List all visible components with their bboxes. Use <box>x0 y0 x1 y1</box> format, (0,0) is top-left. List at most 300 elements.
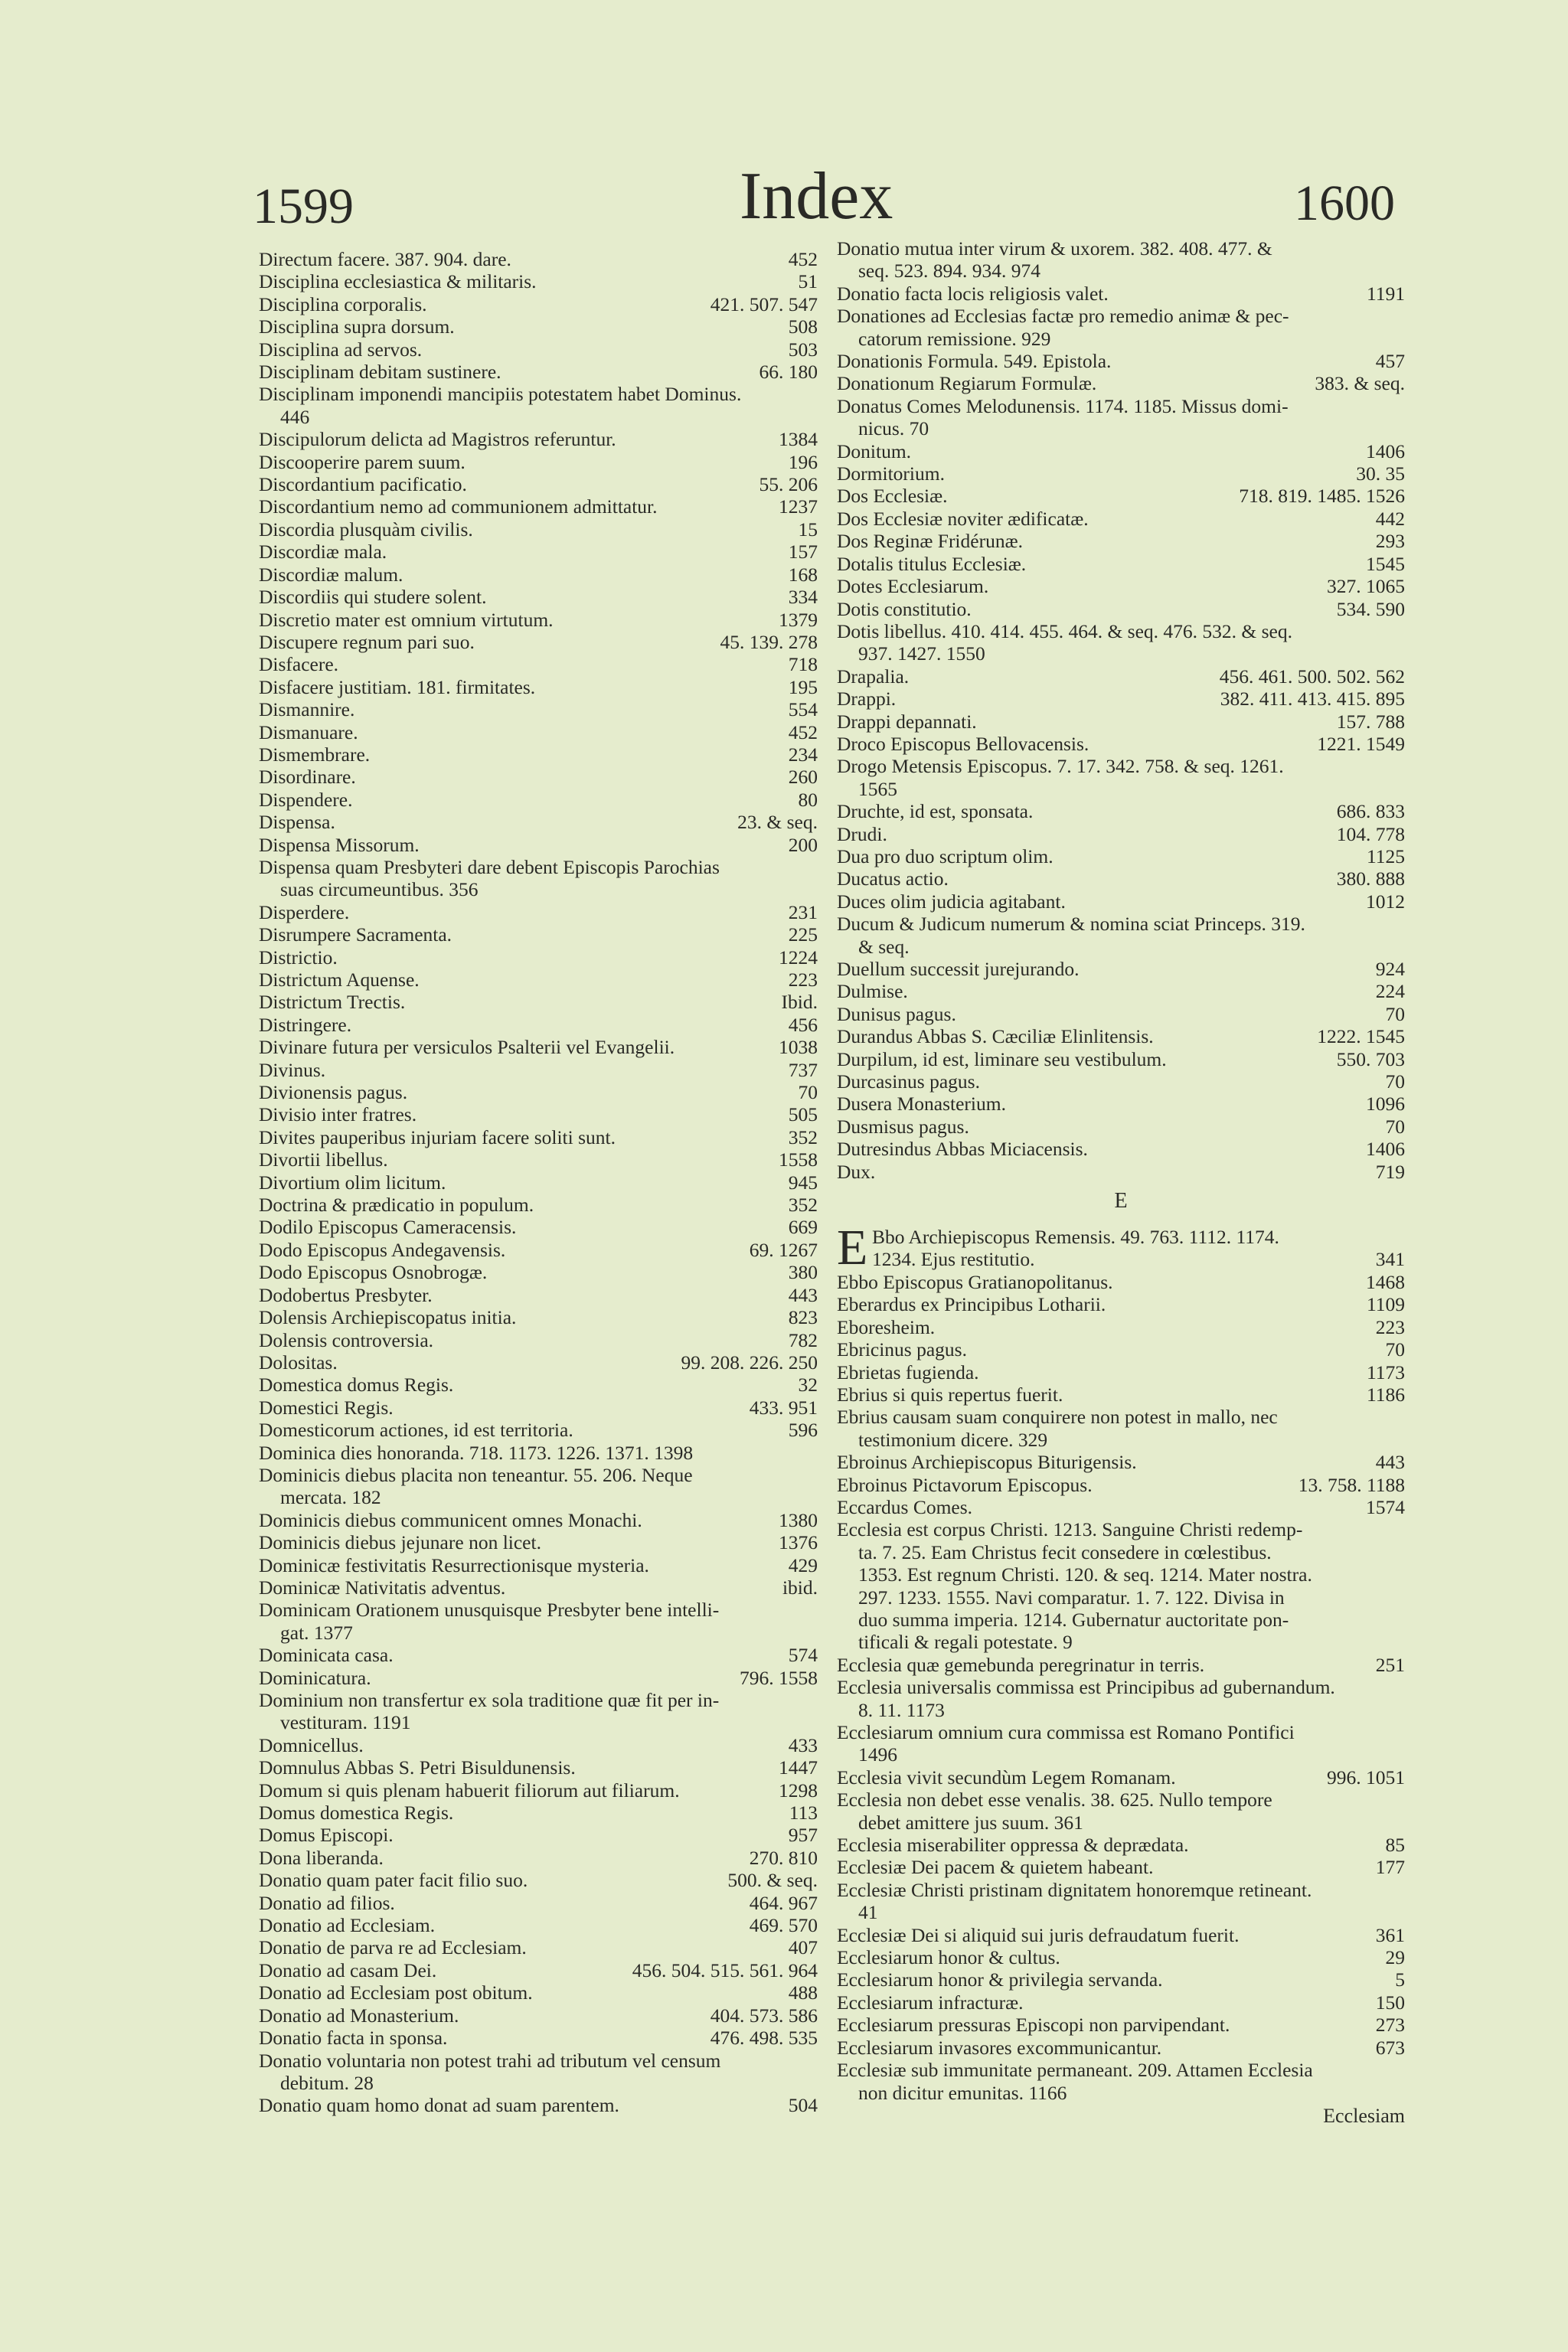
entry-continuation: 1565 <box>858 777 897 800</box>
entry-page-ref: 113 <box>789 1802 818 1824</box>
entry-text: Eccardus Comes. <box>837 1495 973 1518</box>
entry-text: Divortii libellus. <box>259 1148 388 1171</box>
entry-text: Donationes ad Ecclesias factæ pro remedio animæ & pec- <box>837 305 1289 328</box>
index-entry <box>259 1531 818 1553</box>
entry-page-ref: 45. 139. 278 <box>720 630 818 653</box>
entry-continuation: nicus. 70 <box>858 417 929 440</box>
entry-text: Ebroinus Pictavorum Episcopus. <box>837 1473 1093 1496</box>
index-entry <box>259 743 818 766</box>
index-entry <box>837 958 1405 980</box>
entry-text: Donatio ad casam Dei. <box>259 1958 437 1981</box>
entry-page-ref: 686. 833 <box>1336 800 1405 823</box>
entry-page-ref: 1468 <box>1366 1270 1405 1293</box>
index-entry <box>837 980 1405 1002</box>
entry-page-ref: 443 <box>788 1283 818 1306</box>
entry-page-ref: 500. & seq. <box>727 1869 818 1892</box>
entry-text: Disrumpere Sacramenta. <box>259 923 452 946</box>
entry-page-ref: 30. 35 <box>1356 462 1405 485</box>
entry-page-ref: 383. & seq. <box>1315 372 1405 395</box>
entry-continuation: 8. 11. 1173 <box>858 1698 945 1721</box>
entry-page-ref: 334 <box>788 586 818 609</box>
entry-page-ref: 196 <box>788 450 818 473</box>
entry-page-ref: 996. 1051 <box>1327 1766 1405 1788</box>
index-entry <box>837 1518 1405 1540</box>
entry-text: Disciplina corporalis. <box>259 292 427 315</box>
entry-page-ref: 1545 <box>1366 552 1405 575</box>
entry-page-ref: 534. 590 <box>1336 597 1405 620</box>
entry-text: Ecclesiarum pressuras Episcopi non parvipendant. <box>837 2014 1230 2037</box>
entry-text: Discordia plusquàm civilis. <box>259 518 473 541</box>
entry-page-ref: 1222. 1545 <box>1317 1025 1405 1048</box>
entry-page-ref: 1406 <box>1366 1138 1405 1161</box>
entry-page-ref: 15 <box>798 518 818 541</box>
entry-text: Dux. <box>837 1160 876 1183</box>
index-entry <box>837 1338 1405 1361</box>
entry-text: Ecclesia vivit secundùm Legem Romanam. <box>837 1766 1176 1788</box>
index-entry <box>837 1161 1405 1183</box>
entry-text: Drudi. <box>837 822 887 845</box>
entry-continuation: ta. 7. 25. Eam Christus fecit consedere in cœlestibus. <box>858 1540 1272 1563</box>
entry-page-ref: 1376 <box>779 1531 818 1554</box>
entry-continuation: duo summa imperia. 1214. Gubernatur auctoritate pon- <box>858 1608 1289 1631</box>
entry-page-ref: 380 <box>788 1261 818 1284</box>
entry-continuation: suas circumeuntibus. 356 <box>280 878 479 901</box>
index-entry <box>837 845 1405 867</box>
entry-text: Disperdere. <box>259 900 350 923</box>
drop-cap: E <box>837 1220 868 1276</box>
entry-page-ref: 550. 703 <box>1336 1047 1405 1070</box>
index-entry <box>259 564 818 586</box>
index-entry <box>259 969 818 991</box>
entry-text: Dotis constitutio. <box>837 597 972 620</box>
index-entry <box>259 1576 818 1599</box>
index-entry <box>837 462 1405 485</box>
entry-page-ref: 924 <box>1375 958 1405 980</box>
index-entry <box>837 508 1405 530</box>
entry-text: Dominicis diebus communicent omnes Monachi. <box>259 1508 642 1531</box>
entry-page-ref: 823 <box>788 1306 818 1329</box>
entry-page-ref: 1237 <box>779 495 818 518</box>
index-entry <box>259 1914 818 1936</box>
index-entry <box>837 1003 1405 1025</box>
index-entry <box>259 676 818 698</box>
index-entry <box>259 1374 818 1396</box>
entry-continuation: seq. 523. 894. 934. 974 <box>858 260 1040 283</box>
entry-page-ref: 718 <box>788 653 818 676</box>
index-entry <box>837 440 1405 462</box>
index-entry <box>259 1059 818 1081</box>
index-entry <box>837 823 1405 845</box>
entry-text: Doctrina & prædicatio in populum. <box>259 1194 534 1217</box>
entry-page-ref: 70 <box>1385 1002 1405 1025</box>
index-entry <box>259 1284 818 1306</box>
index-entry <box>837 1834 1405 1856</box>
entry-text: Dismannire. <box>259 698 355 721</box>
index-entry <box>837 1474 1405 1496</box>
entry-page-ref: 1109 <box>1366 1293 1405 1316</box>
entry-text: Domestici Regis. <box>259 1396 394 1419</box>
entry-page-ref: 407 <box>788 1936 818 1959</box>
index-entry <box>259 1442 818 1464</box>
page-title: Index <box>740 159 893 234</box>
entry-page-ref: 104. 778 <box>1336 822 1405 845</box>
entry-text: Duellum successit jurejurando. <box>837 958 1080 980</box>
entry-text: Discupere regnum pari suo. <box>259 630 475 653</box>
entry-page-ref: 85 <box>1385 1834 1405 1857</box>
entry-text: Dos Ecclesiæ noviter ædificatæ. <box>837 507 1089 530</box>
index-entry <box>837 710 1405 733</box>
entry-page-ref: 99. 208. 226. 250 <box>681 1351 818 1374</box>
index-entry <box>837 1788 1405 1811</box>
index-entry <box>837 1138 1405 1160</box>
entry-page-ref: Ibid. <box>781 991 818 1014</box>
entry-text: Dispensa. <box>259 811 335 834</box>
entry-page-ref: 231 <box>788 900 818 923</box>
index-entry <box>259 653 818 675</box>
entry-page-ref: 737 <box>788 1058 818 1081</box>
index-entry <box>837 1070 1405 1093</box>
entry-text: Dodo Episcopus Andegavensis. <box>259 1238 506 1261</box>
index-entry <box>259 270 818 292</box>
index-entry <box>259 901 818 923</box>
entry-text: Dormitorium. <box>837 462 945 485</box>
entry-page-ref: 433. 951 <box>749 1396 818 1419</box>
entry-text: Donatio quam homo donat ad suam parentem. <box>259 2094 619 2117</box>
index-entry <box>259 1464 818 1486</box>
entry-text: Districtum Trectis. <box>259 991 406 1014</box>
entry-text: Ecclesia quæ gemebunda peregrinatur in terris. <box>837 1653 1205 1676</box>
entry-text: Dominicæ festivitatis Resurrectionisque mysteria. <box>259 1553 649 1576</box>
entry-page-ref: 1038 <box>779 1036 818 1059</box>
index-entry <box>837 305 1405 327</box>
entry-text: Duces olim judicia agitabant. <box>837 890 1066 913</box>
entry-page-ref: 782 <box>788 1328 818 1351</box>
entry-page-ref: 718. 819. 1485. 1526 <box>1239 485 1405 508</box>
index-entry <box>259 1126 818 1148</box>
index-entry <box>259 1869 818 1891</box>
entry-text: Ecclesiarum invasores excommunicantur. <box>837 2036 1162 2059</box>
entry-page-ref: 596 <box>788 1419 818 1442</box>
entry-text: Druchte, id est, sponsata. <box>837 800 1034 823</box>
entry-text: Dispensa quam Presbyteri dare debent Episcopis Parochias <box>259 855 720 878</box>
entry-page-ref: 157. 788 <box>1336 710 1405 733</box>
entry-page-ref: 945 <box>788 1171 818 1194</box>
index-entry <box>259 495 818 518</box>
entry-text: Dolositas. <box>259 1351 338 1374</box>
index-entry <box>837 485 1405 507</box>
entry-page-ref: 488 <box>788 1981 818 2004</box>
entry-text: Discordiæ malum. <box>259 563 403 586</box>
index-entry <box>259 946 818 969</box>
index-entry <box>259 1014 818 1036</box>
index-entry <box>259 1734 818 1756</box>
entry-page-ref: 1447 <box>779 1756 818 1779</box>
entry-text: Donitum. <box>837 439 912 462</box>
entry-text: Discordiis qui studere solent. <box>259 586 487 609</box>
index-entry <box>837 1093 1405 1115</box>
index-entry <box>259 1261 818 1283</box>
right-column <box>837 237 1405 2128</box>
entry-text: Disciplinam imponendi mancipiis potestatem habet Dominus. <box>259 383 742 406</box>
index-entry <box>837 1991 1405 2014</box>
entry-continuation: debitum. 28 <box>280 2071 374 2094</box>
entry-text: Domnulus Abbas S. Petri Bisuldunensis. <box>259 1756 576 1779</box>
entry-page-ref: 200 <box>788 833 818 856</box>
entry-continuation: & seq. <box>858 935 910 958</box>
entry-text: Districtio. <box>259 946 338 969</box>
entry-text: Ecclesiarum honor & privilegia servanda. <box>837 1968 1163 1991</box>
entry-page-ref: 55. 206 <box>759 473 818 496</box>
index-entry <box>259 1509 818 1531</box>
entry-text: Ebroinus Archiepiscopus Biturigensis. <box>837 1451 1137 1474</box>
entry-continuation: mercata. 182 <box>280 1486 381 1509</box>
index-entry <box>259 2050 818 2072</box>
entry-page-ref: 1380 <box>779 1508 818 1531</box>
index-entry <box>259 1667 818 1689</box>
entry-page-ref: 382. 411. 413. 415. 895 <box>1220 688 1405 710</box>
entry-continuation: 1496 <box>858 1743 897 1766</box>
entry-text: Directum facere. 387. 904. dare. <box>259 248 511 270</box>
entry-text: Donatio facta locis religiosis valet. <box>837 282 1109 305</box>
entry-text: Dominicæ Nativitatis adventus. <box>259 1576 506 1599</box>
entry-text: Ducum & Judicum numerum & nomina sciat Princeps. 319. <box>837 913 1305 936</box>
entry-page-ref: 352 <box>788 1125 818 1148</box>
entry-text: Disciplina ecclesiastica & militaris. <box>259 270 537 293</box>
entry-page-ref: 223 <box>788 969 818 991</box>
entry-page-ref: 224 <box>1375 980 1405 1003</box>
entry-page-ref: 1224 <box>779 946 818 969</box>
entry-page-ref: 260 <box>788 766 818 789</box>
index-entry <box>837 1924 1405 1946</box>
entry-page-ref: 508 <box>788 315 818 338</box>
entry-page-ref: 1379 <box>779 608 818 631</box>
index-entry <box>259 1824 818 1846</box>
entry-page-ref: 503 <box>788 338 818 361</box>
entry-page-ref: 223 <box>1375 1315 1405 1338</box>
entry-page-ref: 554 <box>788 698 818 721</box>
entry-text: Droco Episcopus Bellovacensis. <box>837 732 1089 755</box>
entry-page-ref: 476. 498. 535 <box>710 2027 818 2050</box>
entry-text: Dominica dies honoranda. 718. 1173. 1226. 1371. 1398 <box>259 1441 694 1464</box>
entry-text: Dunisus pagus. <box>837 1002 956 1025</box>
entry-page-ref: 504 <box>788 2094 818 2117</box>
entry-text: Dodobertus Presbyter. <box>259 1283 433 1306</box>
entry-page-ref: 23. & seq. <box>737 811 818 834</box>
index-entry <box>259 1148 818 1171</box>
index-entry <box>259 834 818 856</box>
entry-page-ref: 1384 <box>779 428 818 451</box>
index-entry <box>837 395 1405 417</box>
index-entry <box>259 1081 818 1103</box>
index-entry <box>259 1396 818 1419</box>
index-entry <box>837 1766 1405 1788</box>
entry-page-ref: 957 <box>788 1824 818 1847</box>
entry-page-ref: 452 <box>788 720 818 743</box>
entry-page-ref: 456 <box>788 1013 818 1036</box>
entry-text: Ebrietas fugienda. <box>837 1361 979 1383</box>
entry-text: Ecclesia universalis commissa est Principibus ad gubernandum. <box>837 1676 1335 1699</box>
index-entry <box>837 620 1405 642</box>
entry-text: Dominium non transfertur ex sola traditione quæ fit per in- <box>259 1689 720 1711</box>
index-entry <box>259 2027 818 2049</box>
entry-page-ref: 443 <box>1375 1451 1405 1474</box>
entry-text: Dusmisus pagus. <box>837 1115 969 1138</box>
entry-page-ref: 1406 <box>1366 439 1405 462</box>
index-entry <box>259 1892 818 1914</box>
index-entry <box>259 609 818 631</box>
entry-page-ref: 270. 810 <box>749 1846 818 1869</box>
entry-page-ref: 1186 <box>1366 1383 1405 1406</box>
right-column-e-entries <box>837 1271 1405 2104</box>
index-entry <box>837 1271 1405 1293</box>
entry-text: Ebrius si quis repertus fuerit. <box>837 1383 1063 1406</box>
index-entry <box>259 698 818 720</box>
entry-text: Domestica domus Regis. <box>259 1374 454 1396</box>
entry-text: Discipulorum delicta ad Magistros referuntur. <box>259 428 616 451</box>
index-entry <box>259 338 818 361</box>
entry-continuation: 937. 1427. 1550 <box>858 642 985 665</box>
entry-page-ref: 1012 <box>1366 890 1405 913</box>
index-entry <box>837 1048 1405 1070</box>
entry-text: Ecclesia est corpus Christi. 1213. Sanguine Christi redemp- <box>837 1518 1303 1541</box>
entry-text: Dominicis diebus jejunare non licet. <box>259 1531 541 1554</box>
entry-page-ref: 51 <box>798 270 818 293</box>
page-number-right: 1600 <box>1294 175 1395 231</box>
entry-text: Bbo Archiepiscopus Remensis. 49. 763. 1112. 1174. <box>872 1226 1279 1249</box>
index-entry <box>259 1756 818 1779</box>
entry-text: Ebricinus pagus. <box>837 1338 967 1361</box>
index-entry <box>837 2037 1405 2059</box>
index-entry <box>259 1329 818 1351</box>
index-entry <box>837 283 1405 305</box>
entry-text: Discordiæ mala. <box>259 541 387 564</box>
entry-page-ref: 32 <box>798 1374 818 1396</box>
index-entry <box>259 451 818 473</box>
index-entry <box>259 856 818 878</box>
entry-page-ref: 70 <box>1385 1115 1405 1138</box>
entry-text: Disciplina supra dorsum. <box>259 315 455 338</box>
entry-page-ref: 273 <box>1375 2014 1405 2037</box>
entry-text: Ecclesiarum honor & cultus. <box>837 1946 1060 1969</box>
entry-text: Domus domestica Regis. <box>259 1802 454 1824</box>
entry-text: Ecclesiarum infracturæ. <box>837 1991 1024 2014</box>
entry-page-ref: 157 <box>788 541 818 564</box>
entry-continuation: catorum remissione. 929 <box>858 327 1051 350</box>
entry-text: Ecclesiæ Christi pristinam dignitatem honoremque retineant. <box>837 1878 1312 1901</box>
entry-text: Dos Ecclesiæ. <box>837 485 948 508</box>
entry-page-ref: ibid. <box>782 1576 818 1599</box>
entry-text: Disordinare. <box>259 766 356 789</box>
entry-text: Dolensis controversia. <box>259 1328 434 1351</box>
entry-text: Dotalis titulus Ecclesiæ. <box>837 552 1027 575</box>
entry-text: Donatio ad Ecclesiam post obitum. <box>259 1981 533 2004</box>
entry-text: Dismanuare. <box>259 720 358 743</box>
entry-page-ref: 673 <box>1375 2036 1405 2059</box>
index-entry <box>259 1599 818 1621</box>
entry-page-ref: 177 <box>1375 1856 1405 1879</box>
index-entry <box>837 1406 1405 1428</box>
index-entry <box>259 1936 818 1958</box>
entry-page-ref: 1096 <box>1366 1093 1405 1116</box>
entry-text: Donationis Formula. 549. Epistola. <box>837 350 1112 373</box>
entry-page-ref: 1125 <box>1366 844 1405 867</box>
index-entry <box>837 1293 1405 1315</box>
entry-page-ref: 195 <box>788 675 818 698</box>
index-entry <box>837 890 1405 913</box>
index-entry <box>259 1351 818 1374</box>
index-entry <box>259 315 818 338</box>
index-entry <box>259 811 818 833</box>
entry-page-ref: 225 <box>788 923 818 946</box>
entry-page-ref: 150 <box>1375 1991 1405 2014</box>
entry-text: Donatio quam pater facit filio suo. <box>259 1869 528 1892</box>
entry-continuation: 297. 1233. 1555. Navi comparatur. 1. 7. 122. Divisa in <box>858 1586 1285 1609</box>
index-entry <box>259 428 818 450</box>
index-entry <box>259 2004 818 2027</box>
entry-text: Divisio inter fratres. <box>259 1103 417 1126</box>
entry-text: Discooperire parem suum. <box>259 450 466 473</box>
entry-continuation: debet amittere jus suum. 361 <box>858 1811 1083 1834</box>
index-entry <box>837 1316 1405 1338</box>
index-entry <box>837 553 1405 575</box>
index-entry <box>837 755 1405 777</box>
index-entry <box>259 541 818 563</box>
entry-page-ref: 70 <box>1385 1338 1405 1361</box>
entry-page-ref: 1221. 1549 <box>1317 732 1405 755</box>
entry-page-ref: 442 <box>1375 507 1405 530</box>
entry-page-ref: 719 <box>1375 1160 1405 1183</box>
entry-text: Drappi depannati. <box>837 710 977 733</box>
entry-page-ref: 1574 <box>1366 1495 1405 1518</box>
entry-page-ref: 469. 570 <box>749 1914 818 1937</box>
index-entry <box>259 1103 818 1125</box>
entry-text: Divionensis pagus. <box>259 1081 408 1104</box>
entry-text: Ecclesiæ Dei pacem & quietem habeant. <box>837 1856 1154 1879</box>
index-entry <box>837 665 1405 688</box>
entry-page-ref: 669 <box>788 1216 818 1239</box>
entry-text: Disciplinam debitam sustinere. <box>259 361 501 384</box>
index-entry <box>837 2059 1405 2081</box>
index-entry <box>837 1025 1405 1047</box>
entry-page-ref: 361 <box>1375 1923 1405 1946</box>
entry-text: Dulmise. <box>837 980 908 1003</box>
entry-page-ref: 433 <box>788 1733 818 1756</box>
entry-text: Dos Reginæ Fridérunæ. <box>837 530 1023 553</box>
entry-text: Dominicis diebus placita non teneantur. 55. 206. Neque <box>259 1463 693 1486</box>
initial-entry <box>837 1220 1405 1276</box>
index-entry <box>259 1981 818 2004</box>
entry-text: Dominicata casa. <box>259 1644 394 1667</box>
index-entry <box>259 1171 818 1194</box>
entry-continuation: gat. 1377 <box>280 1621 353 1644</box>
entry-text: Durpilum, id est, liminare seu vestibulum. <box>837 1047 1167 1070</box>
index-entry <box>259 1689 818 1711</box>
entry-page-ref: 456. 461. 500. 502. 562 <box>1219 665 1405 688</box>
entry-text: Dua pro duo scriptum olim. <box>837 844 1054 867</box>
entry-page-ref: 66. 180 <box>759 361 818 384</box>
index-entry <box>259 1036 818 1058</box>
index-entry <box>259 1216 818 1238</box>
entry-text: Ecclesia non debet esse venalis. 38. 625. Nullo tempore <box>837 1788 1272 1811</box>
entry-page-ref: 464. 967 <box>749 1891 818 1914</box>
entry-continuation: 446 <box>280 405 310 428</box>
entry-continuation: testimonium dicere. 329 <box>858 1428 1048 1451</box>
index-entry <box>259 1779 818 1802</box>
entry-text: Ecclesiarum omnium cura commissa est Romano Pontifici <box>837 1721 1295 1743</box>
entry-text: Dusera Monasterium. <box>837 1093 1006 1116</box>
entry-text: Disfacere justitiam. 181. firmitates. <box>259 675 536 698</box>
index-entry <box>259 1554 818 1576</box>
